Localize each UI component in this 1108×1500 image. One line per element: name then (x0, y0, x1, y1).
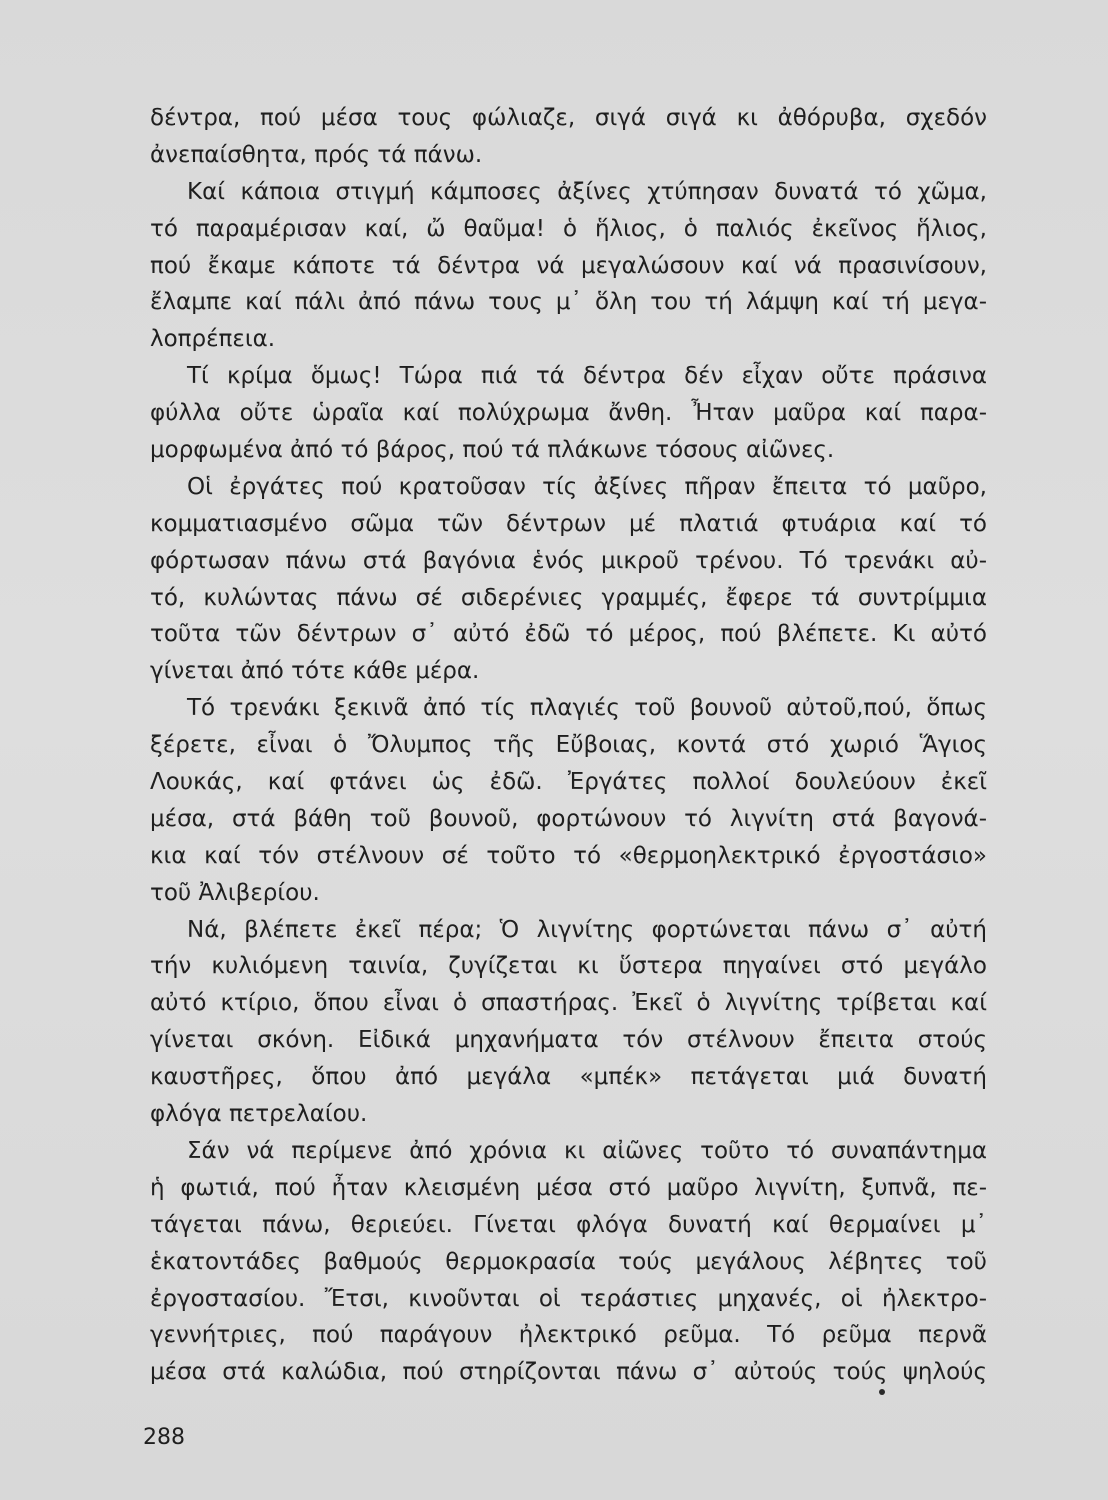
text-line: Τό τρενάκι ξεκινᾶ ἀπό τίς πλαγιές τοῦ βουνοῦ αὐτοῦ,πού, ὅπως (187, 695, 987, 722)
paragraph-2 (150, 174, 987, 358)
text-line: τοῦτα τῶν δέντρων σ᾿ αὐτό ἐδῶ τό μέρος, πού βλέπετε. Κι αὐτό (150, 621, 987, 648)
text-line: τάγεται πάνω, θεριεύει. Γίνεται φλόγα δυνατή καί θερμαίνει μ᾿ (150, 1211, 987, 1238)
text-line: τοῦ Ἀλιβερίου. (150, 879, 320, 906)
text-line: Καί κάποια στιγμή κάμποσες ἀξίνες χτύπησαν δυνατά τό χῶμα, (187, 178, 987, 205)
text-line: κια καί τόν στέλνουν σέ τοῦτο τό «θερμοηλεκτρικό ἐργοστάσιο» (150, 842, 987, 869)
text-line: λοπρέπεια. (150, 326, 276, 353)
paragraph-3 (150, 358, 987, 469)
text-line: ἑκατοντάδες βαθμούς θερμοκρασία τούς μεγάλους λέβητες τοῦ (150, 1248, 987, 1275)
paragraph-1 (150, 100, 987, 174)
paragraph-4 (150, 469, 987, 690)
text-line: φόρτωσαν πάνω στά βαγόνια ἑνός μικροῦ τρένου. Τό τρενάκι αὐ- (150, 547, 987, 574)
text-line: Τί κρίμα ὅμως! Τώρα πιά τά δέντρα δέν εἶχαν οὔτε πράσινα (187, 363, 987, 390)
text-line: Σάν νά περίμενε ἀπό χρόνια κι αἰῶνες τοῦτο τό συναπάντημα (187, 1137, 987, 1164)
text-line: καυστῆρες, ὅπου ἀπό μεγάλα «μπέκ» πετάγεται μιά δυνατή (150, 1064, 987, 1091)
text-line: τό παραμέρισαν καί, ὤ θαῦμα! ὁ ἥλιος, ὁ παλιός ἐκεῖνος ἥλιος, (150, 215, 987, 242)
text-line: φλόγα πετρελαίου. (150, 1101, 368, 1128)
paragraph-5 (150, 690, 987, 911)
text-line: Λουκάς, καί φτάνει ὡς ἐδῶ. Ἐργάτες πολλοί δουλεύουν ἐκεῖ (150, 769, 987, 796)
text-line: δέντρα, πού μέσα τους φώλιαζε, σιγά σιγά κι ἀθόρυβα, σχεδόν (150, 105, 987, 131)
text-line: ἐργοστασίου. Ἔτσι, κινοῦνται οἱ τεράστιες μηχανές, οἱ ἠλεκτρο- (150, 1285, 987, 1312)
body-text (150, 100, 987, 1391)
text-line: ξέρετε, εἶναι ὁ Ὄλυμπος τῆς Εὔβοιας, κοντά στό χωριό Ἅγιος (150, 732, 987, 759)
text-line: τό, κυλώντας πάνω σέ σιδερένιες γραμμές, ἔφερε τά συντρίμμια (150, 584, 987, 611)
text-line: γίνεται ἀπό τότε κάθε μέρα. (150, 658, 480, 685)
text-line: κομματιασμένο σῶμα τῶν δέντρων μέ πλατιά φτυάρια καί τό (150, 510, 987, 537)
text-line: πού ἔκαμε κάποτε τά δέντρα νά μεγαλώσουν καί νά πρασινίσουν, (150, 252, 987, 279)
text-line: Οἱ ἐργάτες πού κρατοῦσαν τίς ἀξίνες πῆραν ἔπειτα τό μαῦρο, (187, 473, 987, 500)
text-line: γεννήτριες, πού παράγουν ἠλεκτρικό ρεῦμα. Τό ρεῦμα περνᾶ (150, 1322, 987, 1349)
text-line: αὐτό κτίριο, ὅπου εἶναι ὁ σπαστήρας. Ἐκεῖ ὁ λιγνίτης τρίβεται καί (150, 990, 987, 1017)
text-line: ἀνεπαίσθητα, πρός τά πάνω. (150, 141, 483, 168)
page-number: 288 (143, 1425, 185, 1450)
text-line: Νά, βλέπετε ἐκεῖ πέρα; Ὁ λιγνίτης φορτώνεται πάνω σ᾿ αὐτή (187, 916, 987, 943)
text-line: ἔλαμπε καί πάλι ἀπό πάνω τους μ᾿ ὅλη του τή λάμψη καί τή μεγα- (150, 289, 987, 316)
ink-speck (879, 1389, 885, 1395)
paragraph-6 (150, 912, 987, 1133)
text-line: μέσα στά καλώδια, πού στηρίζονται πάνω σ᾿ αὐτούς τούς ψηλούς (150, 1359, 987, 1386)
text-line: ἡ φωτιά, πού ἦταν κλεισμένη μέσα στό μαῦρο λιγνίτη, ξυπνᾶ, πε- (150, 1174, 987, 1201)
text-line: τήν κυλιόμενη ταινία, ζυγίζεται κι ὕστερα πηγαίνει στό μεγάλο (150, 953, 987, 980)
text-line: φύλλα οὔτε ὡραῖα καί πολύχρωμα ἄνθη. Ἦταν μαῦρα καί παρα- (150, 400, 987, 427)
paragraph-7 (150, 1133, 987, 1391)
text-line: μορφωμένα ἀπό τό βάρος, πού τά πλάκωνε τόσους αἰῶνες. (150, 437, 835, 464)
text-line: μέσα, στά βάθη τοῦ βουνοῦ, φορτώνουν τό λιγνίτη στά βαγονά- (150, 805, 987, 832)
text-line: γίνεται σκόνη. Εἰδικά μηχανήματα τόν στέλνουν ἔπειτα στούς (150, 1027, 987, 1054)
